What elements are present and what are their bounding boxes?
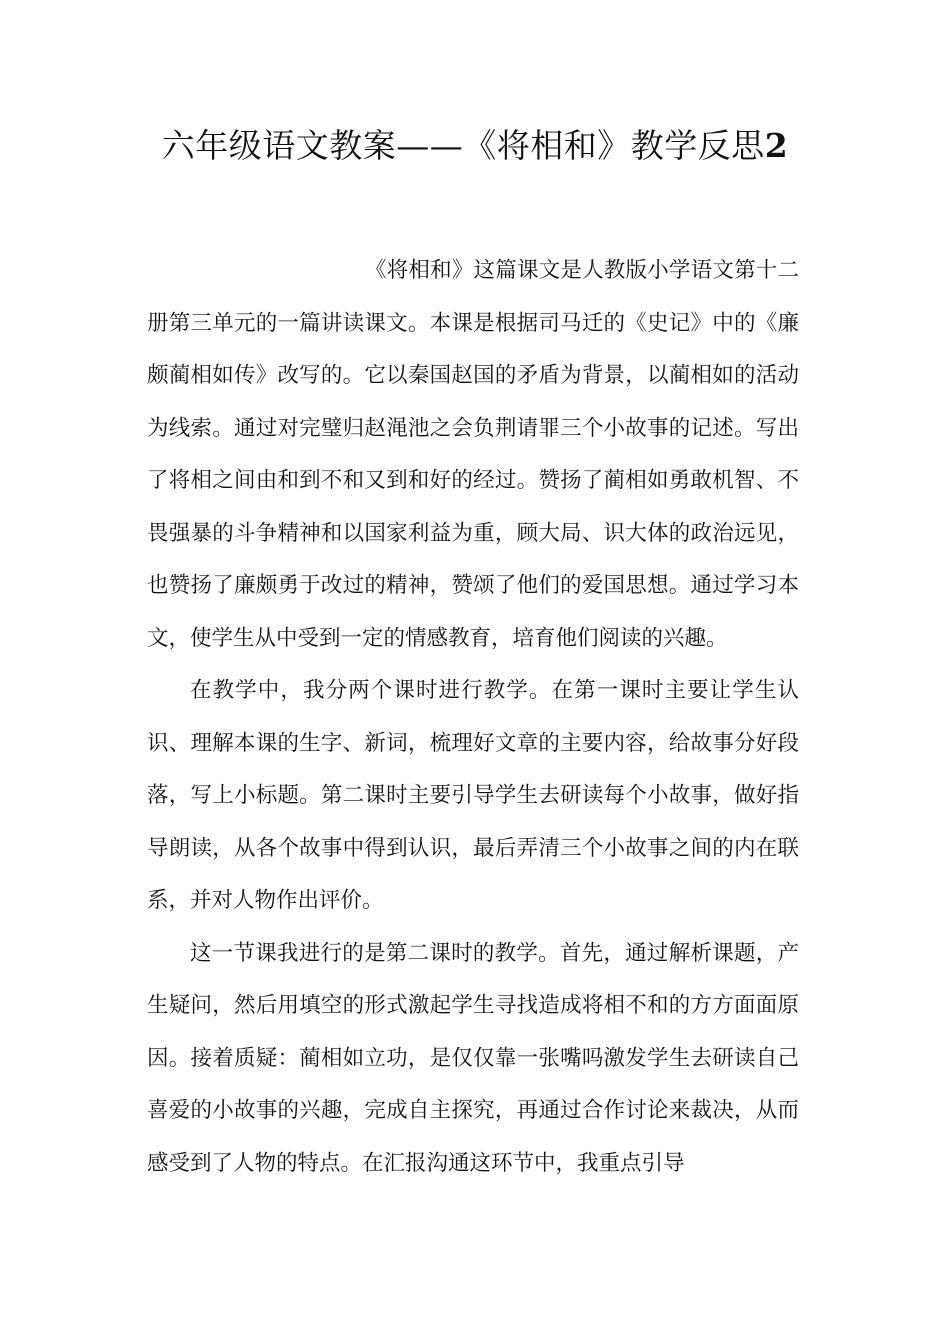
paragraph-teaching-plan: 在教学中，我分两个课时进行教学。在第一课时主要让学生认识、理解本课的生字、新词，梳理好文章的主要内容，给故事分好段落，写上小标题。第二课时主要引导学生去研读每个小故事，做好指导朗读，从各个故事中得到认识，最后弄清三个小故事之间的内在联系，并对人物作出评价。 (147, 678, 799, 913)
paragraph-intro: 《将相和》这篇课文是人教版小学语文第十二册第三单元的一篇讲读课文。本课是根据司马迁的《史记》中的《廉颇蔺相如传》改写的。它以秦国赵国的矛盾为背景，以蔺相如的活动为线索。通过对完璧归赵渑池之会负荆请罪三个小故事的记述。写出了将相之间由和到不和又到和好的经过。赞扬了蔺相如勇敢机智、不畏强暴的斗争精神和以国家利益为重，顾大局、识大体的政治远见，也赞扬了廉颇勇于改过的精神，赞颂了他们的爱国思想。通过学习本文，使学生从中受到一定的情感教育，培育他们阅读的兴趣。 (147, 258, 799, 651)
document-body (147, 245, 799, 1190)
paragraph-second-lesson: 这一节课我进行的是第二课时的教学。首先，通过解析课题，产生疑问，然后用填空的形式激起学生寻找造成将相不和的方方面面原因。接着质疑：蔺相如立功，是仅仅靠一张嘴吗激发学生去研读自己喜爱的小故事的兴趣，完成自主探究，再通过合作讨论来裁决，从而感受到了人物的特点。在汇报沟通这环节中，我重点引导 (147, 940, 799, 1176)
document-title (0, 122, 950, 170)
title-number: 2 (764, 126, 789, 165)
title-main-text: 六年级语文教案——《将相和》教学反思 (161, 126, 765, 165)
